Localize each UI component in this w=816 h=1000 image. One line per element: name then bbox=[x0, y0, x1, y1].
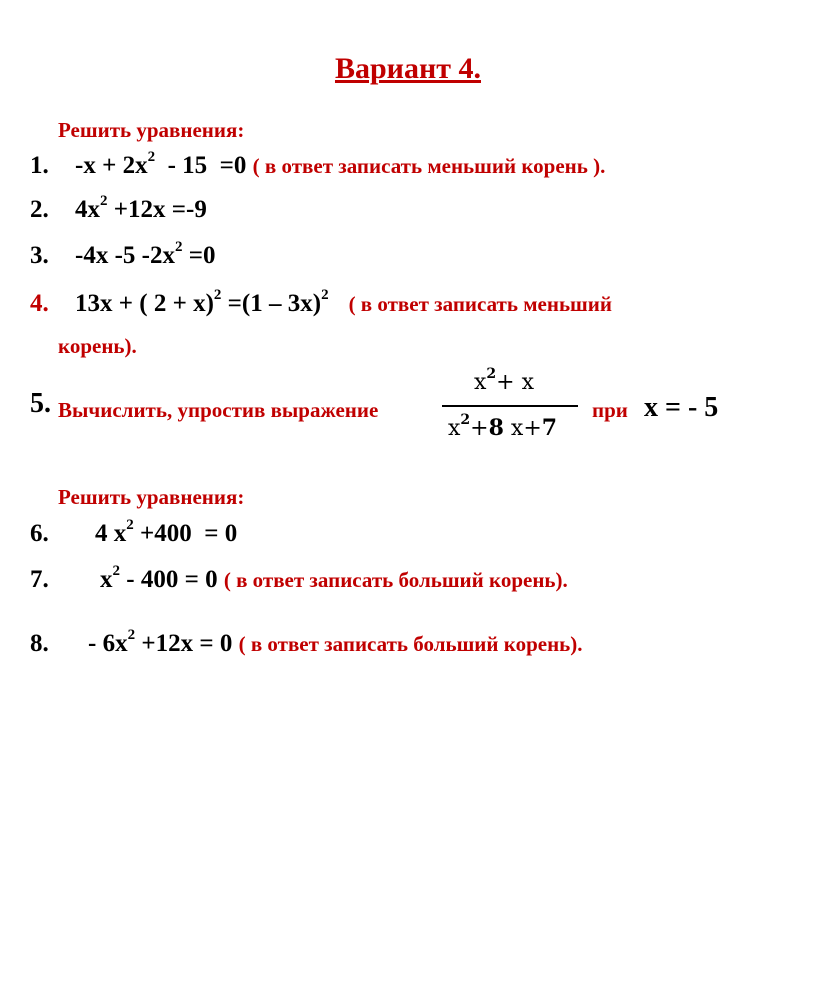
exponent: 2 bbox=[100, 192, 108, 209]
fraction-denominator bbox=[448, 411, 558, 441]
equation-text: +12x = 0 bbox=[135, 630, 239, 657]
equation-8 bbox=[30, 626, 583, 658]
equation-2 bbox=[30, 192, 207, 224]
equation-text: - 15 =0 bbox=[155, 152, 253, 179]
item-5-number: 5. bbox=[30, 388, 51, 419]
equation-text: +12x =-9 bbox=[107, 196, 207, 223]
equation-text: =(1 – 3x) bbox=[221, 290, 322, 317]
page-title: Вариант 4. bbox=[334, 52, 481, 85]
item-number: 1. bbox=[30, 152, 49, 179]
section-heading-1: Решить уравнения: bbox=[58, 118, 245, 142]
equation-text: - 6x bbox=[88, 630, 128, 657]
denominator-const: 7 bbox=[541, 415, 558, 441]
item-5-label: Вычислить, упростив выражение bbox=[58, 398, 379, 422]
equation-text: - 400 = 0 bbox=[120, 566, 224, 593]
equation-7 bbox=[30, 562, 568, 594]
denominator-var: x bbox=[448, 416, 461, 441]
fraction-numerator bbox=[474, 365, 535, 395]
answer-note: ( в ответ записать меньший bbox=[348, 292, 612, 316]
exponent: 2 bbox=[213, 286, 222, 303]
item-number: 7. bbox=[30, 566, 49, 593]
answer-note: ( в ответ записать меньший корень ). bbox=[252, 154, 606, 178]
answer-note-continued: корень). bbox=[58, 334, 137, 358]
equation-text: =0 bbox=[182, 242, 216, 269]
at-label: при bbox=[592, 398, 628, 422]
equation-text: 13x + ( 2 + x) bbox=[75, 290, 214, 317]
denominator-op: + bbox=[470, 416, 489, 441]
exponent: 2 bbox=[174, 238, 183, 255]
equation-1 bbox=[30, 148, 606, 180]
equation-text: 4x bbox=[75, 196, 100, 223]
exponent: 2 bbox=[147, 148, 156, 165]
exponent: 2 bbox=[321, 286, 329, 303]
equation-6 bbox=[30, 516, 238, 548]
item-number: 8. bbox=[30, 630, 49, 657]
section-heading-2: Решить уравнения: bbox=[58, 485, 245, 509]
equation-3 bbox=[30, 238, 216, 270]
exponent: 2 bbox=[127, 626, 136, 643]
equation-text: -4x -5 -2x bbox=[75, 242, 175, 269]
exponent: 2 bbox=[486, 365, 497, 382]
exponent: 2 bbox=[112, 562, 120, 579]
answer-note: ( в ответ записать больший корень). bbox=[238, 632, 583, 656]
answer-note: ( в ответ записать больший корень). bbox=[223, 568, 568, 592]
item-number: 3. bbox=[30, 242, 49, 269]
item-number: 6. bbox=[30, 520, 49, 547]
equation-text: x bbox=[100, 566, 113, 593]
numerator-var: x bbox=[474, 370, 487, 395]
equation-4 bbox=[30, 286, 612, 318]
equation-text: +400 = 0 bbox=[133, 520, 238, 547]
substitution-value: x = - 5 bbox=[644, 392, 719, 423]
denominator-coef: 8 bbox=[488, 415, 504, 441]
item-number: 4. bbox=[30, 290, 49, 317]
numerator-rest: + x bbox=[496, 370, 535, 395]
item-number: 2. bbox=[30, 196, 49, 223]
denominator-rest: x+ bbox=[503, 416, 542, 441]
fraction-bar bbox=[442, 405, 578, 407]
exponent: 2 bbox=[126, 516, 134, 533]
exponent: 2 bbox=[460, 411, 471, 428]
equation-text: -x + 2x bbox=[75, 152, 148, 179]
equation-text: 4 x bbox=[95, 520, 127, 547]
